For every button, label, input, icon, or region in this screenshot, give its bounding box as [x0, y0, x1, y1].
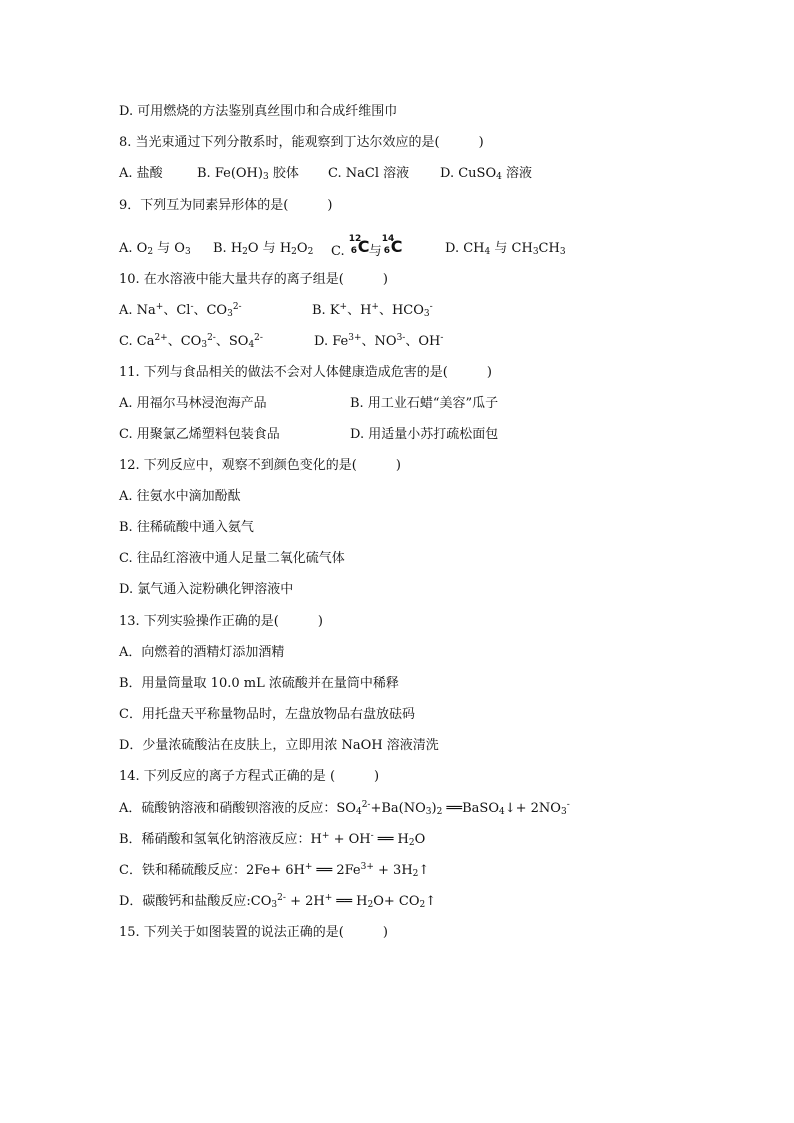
q14-stem: 14. 下列反应的离子方程式正确的是 ( ): [119, 769, 380, 784]
q10-option-b: B. K+、H+、$HCO_3^-$: [312, 302, 433, 319]
q13-option-d: D．少量浓硫酸沾在皮肤上，立即用浓 NaOH 溶液清洗: [119, 738, 439, 753]
q14-option-d: D．碳酸钙和盐酸反应$:CO_3^{2-} + 2H^+$ ══ $H_2O+$ $CO_2↑$: [119, 893, 437, 910]
q9-option-d: D. $CH_4$ 与 $CH_3CH_3$: [445, 241, 566, 257]
q10-stem: 10. 在水溶液中能大量共存的离子组是( ): [119, 272, 388, 287]
q12-option-b: B. 往稀硫酸中通入氨气: [119, 520, 254, 535]
q11-option-d: D. 用适量小苏打疏松面包: [350, 427, 499, 442]
q11-option-b: B. 用工业石蜡“美容”瓜子: [350, 396, 499, 411]
q10-option-c: C. $Ca^{2+}$、$CO_3^{2-}$、$SO_4^{2-}$: [119, 333, 263, 350]
q7-option-d: D. 可用燃烧的方法鉴别真丝围巾和合成纤维围巾: [119, 104, 398, 119]
q8-option-b: B. $Fe(OH)_3$ 胶体: [197, 166, 299, 182]
carbon-12-nuclide: 12 6 C: [348, 234, 370, 256]
q8-option-d: D. CuSO$_4$ 溶液: [440, 166, 532, 182]
q12-option-c: C. 往品红溶液中通人足量二氧化硫气体: [119, 551, 345, 566]
q8-stem: 8. 当光束通过下列分散系时，能观察到丁达尔效应的是( ): [119, 135, 484, 150]
q15-stem: 15. 下列关于如图装置的说法正确的是( ): [119, 925, 388, 940]
q8-option-a: A. 盐酸: [119, 166, 163, 181]
q9-option-b: B. $H_2O$ 与 $H_2O_2$: [213, 241, 314, 257]
q8-option-c: C. NaCl 溶液: [328, 166, 410, 181]
q13-option-a: A．向燃着的酒精灯添加酒精: [119, 645, 285, 660]
q11-stem: 11. 下列与食品相关的做法不会对人体健康造成危害的是( ): [119, 365, 492, 380]
q10-option-a: A. Na+、Cl-、$CO_3^{2-}$: [119, 302, 242, 319]
carbon-14-nuclide: 14 6 C: [381, 234, 403, 256]
q10-option-d: D. $Fe^{3+}$、$NO^{3-}$、OH-: [314, 333, 444, 349]
q9-option-c: C. 12 6 C 与 14 6 C: [331, 234, 403, 259]
q14-option-a: A．硫酸钠溶液和硝酸钡溶液的反应：$SO_4^{2-}+Ba(NO_3)_2$ ══BaSO$_4$↓+ $2NO_3^-$: [119, 800, 570, 817]
q12-option-a: A. 往氨水中滴加酚酞: [119, 489, 241, 504]
q14-option-b: B．稀硝酸和氢氧化钠溶液反应：H+ + OH- ══ $H_2O$: [119, 831, 426, 848]
q9-stem: 9．下列互为同素异形体的是( ): [119, 198, 333, 213]
q11-option-a: A. 用福尔马林浸泡海产品: [119, 396, 267, 411]
q14-option-c: C．铁和稀硫酸反应：2Fe+ 6H+ ══ $2Fe^{3+}$ + $3H_2↑$: [119, 862, 430, 879]
q9-option-a: A. $O_2$ 与 $O_3$: [119, 241, 191, 257]
q13-option-c: C．用托盘天平称量物品时，左盘放物品右盘放砝码: [119, 707, 415, 722]
q13-stem: 13. 下列实验操作正确的是( ): [119, 614, 323, 629]
q13-option-b: B．用量筒量取 10.0 mL 浓硫酸并在量筒中稀释: [119, 676, 399, 691]
q11-option-c: C. 用聚氯乙烯塑料包装食品: [119, 427, 280, 442]
q12-stem: 12. 下列反应中，观察不到颜色变化的是( ): [119, 458, 401, 473]
q12-option-d: D. 氯气通入淀粉碘化钾溶液中: [119, 582, 294, 597]
